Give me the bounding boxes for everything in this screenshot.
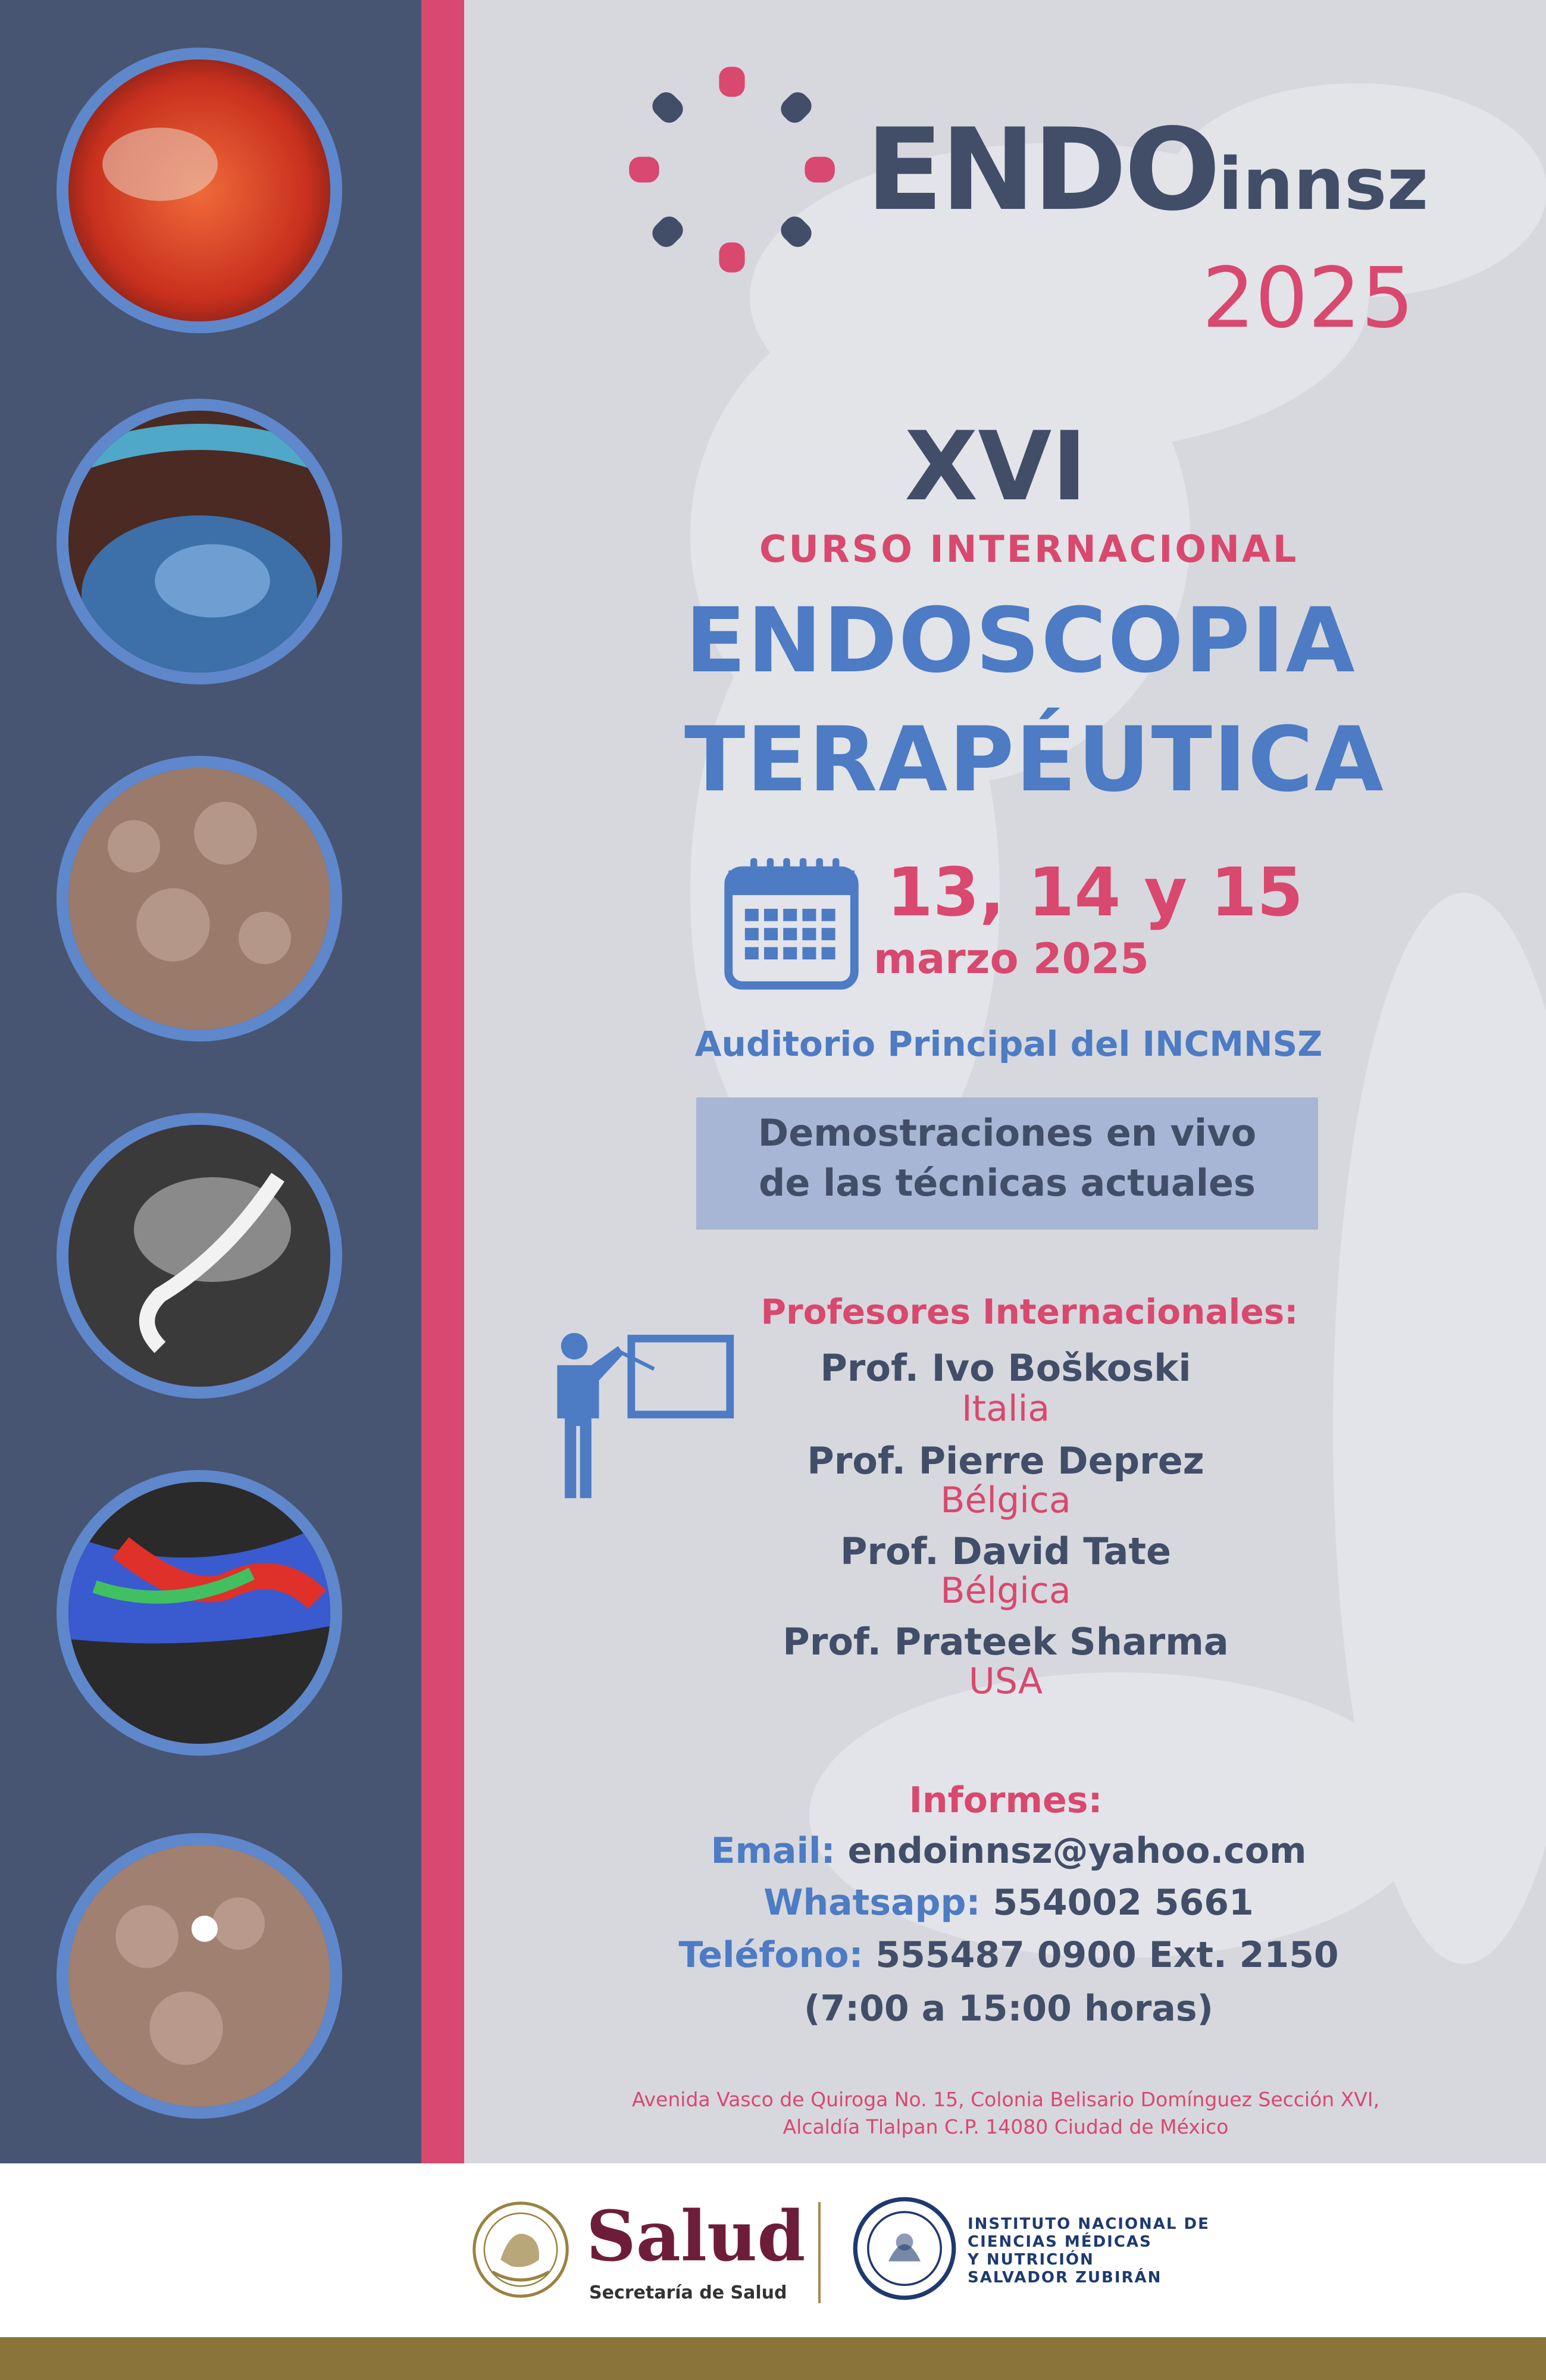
email-label: Email: (711, 1830, 835, 1872)
footer-divider (818, 2202, 821, 2303)
institute-line4: SALVADOR ZUBIRÁN (968, 2269, 1162, 2287)
event-month: marzo 2025 (874, 934, 1149, 983)
course-subtitle: CURSO INTERNACIONAL (759, 527, 1299, 571)
professor-country-4: USA (968, 1660, 1043, 1702)
endoscopy-image-1 (57, 48, 342, 333)
footer-gold-bar (0, 2337, 1546, 2380)
event-dates: 13, 14 y 15 (887, 854, 1304, 931)
address-line1: Avenida Vasco de Quiroga No. 15, Colonia Belisario Domínguez Sección XVI, (631, 2088, 1380, 2111)
whatsapp-label: Whatsapp: (763, 1882, 981, 1924)
professor-country-1: Italia (961, 1388, 1050, 1430)
logo-year: 2025 (1202, 250, 1414, 347)
professors-heading: Profesores Internacionales: (761, 1291, 1298, 1332)
phone-label: Teléfono: (678, 1934, 863, 1976)
endoscopy-image-4 (57, 1113, 342, 1399)
mexico-coat-of-arms-icon (470, 2199, 571, 2300)
institute-line2: CIENCIAS MÉDICAS (968, 2233, 1152, 2251)
endo-logo-ring-icon (625, 62, 839, 277)
demo-line2: de las técnicas actuales (759, 1161, 1256, 1205)
demo-line1: Demostraciones en vivo (758, 1111, 1257, 1155)
logo-brand-sub: innsz (1218, 143, 1429, 226)
address (571, 2086, 1440, 2141)
professor-country-2: Bélgica (940, 1480, 1071, 1521)
contact-email-row (655, 1830, 1363, 1872)
institute-seal-icon (851, 2195, 958, 2302)
professor-name-1: Prof. Ivo Boškoski (820, 1346, 1191, 1390)
email-value[interactable]: endoinnsz@yahoo.com (847, 1830, 1307, 1872)
institute-line1: INSTITUTO NACIONAL DE (968, 2215, 1210, 2233)
endo-logo-text (866, 104, 1428, 236)
endoscopy-image-2 (57, 399, 342, 684)
endoscopy-image-3 (57, 756, 342, 1042)
salud-wordmark: Salud (586, 2196, 806, 2277)
teacher-board-icon (547, 1327, 738, 1506)
demo-text (696, 1108, 1318, 1208)
calendar-icon (723, 854, 860, 991)
contact-phone-row (655, 1934, 1363, 1976)
professor-name-3: Prof. David Tate (840, 1530, 1172, 1573)
professor-name-4: Prof. Prateek Sharma (783, 1620, 1229, 1663)
whatsapp-value[interactable]: 554002 5661 (993, 1882, 1254, 1924)
contact-hours: (7:00 a 15:00 horas) (804, 1988, 1213, 2029)
institute-line3: Y NUTRICIÓN (968, 2251, 1094, 2269)
phone-value[interactable]: 555487 0900 Ext. 2150 (875, 1934, 1339, 1976)
endoscopy-image-6 (57, 1833, 342, 2119)
professor-country-3: Bélgica (940, 1570, 1071, 1612)
endoscopy-image-5 (57, 1470, 342, 1756)
course-edition: XVI (905, 411, 1087, 522)
address-line2: Alcaldía Tlalpan C.P. 14080 Ciudad de México (783, 2115, 1229, 2138)
logo-brand-main: ENDO (866, 104, 1219, 236)
contact-heading: Informes: (909, 1779, 1103, 1821)
course-title-line1: ENDOSCOPIA (685, 589, 1356, 693)
pink-divider-bar (421, 0, 464, 2163)
institute-name (968, 2215, 1210, 2287)
professor-name-2: Prof. Pierre Deprez (807, 1439, 1204, 1483)
event-venue: Auditorio Principal del INCMNSZ (694, 1024, 1323, 1064)
salud-subtitle: Secretaría de Salud (589, 2282, 787, 2303)
contact-whatsapp-row (655, 1882, 1363, 1924)
course-title-line2: TERAPÉUTICA (684, 708, 1385, 812)
